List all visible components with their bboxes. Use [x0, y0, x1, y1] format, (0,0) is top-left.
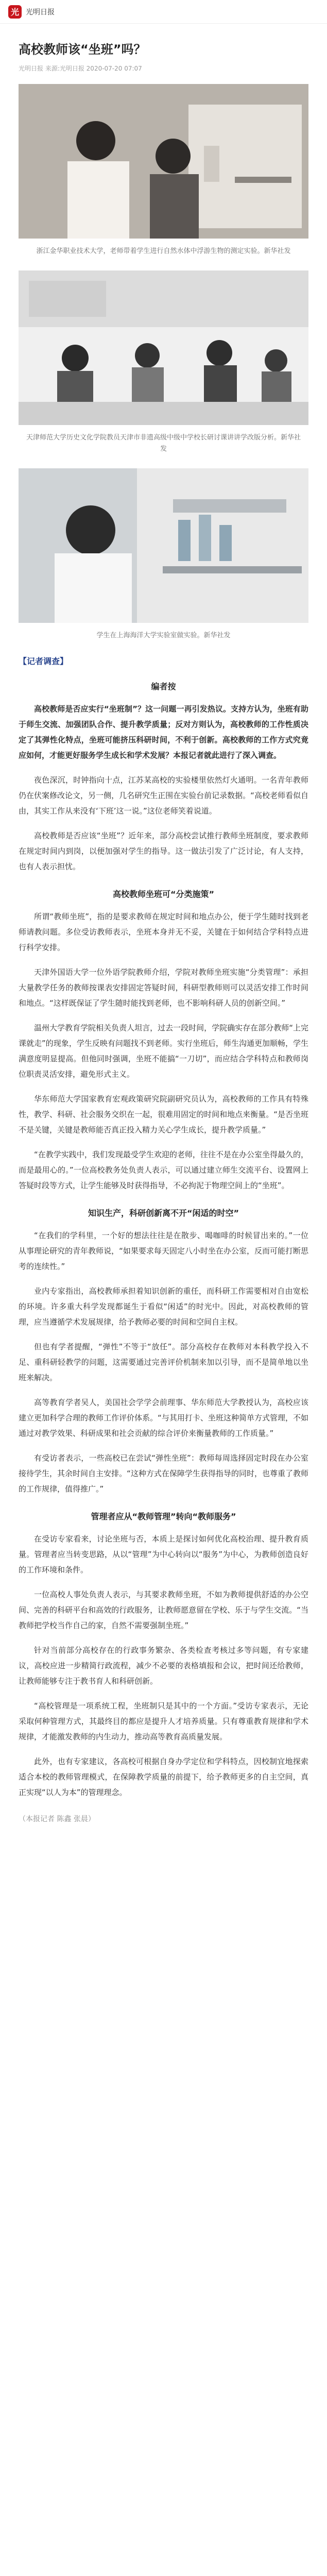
photo-3 — [19, 468, 308, 623]
section-label: 【记者调查】 — [19, 656, 68, 666]
paragraph: 高等教育学者吴人，美国社会学学会前理事、华东师范大学教授认为，高校应该建立更加科学合理的教师工作评价体系。“与其用打卡、坐班这种简单方式管理，不如通过对教学效果、科研成果和社会贡献的综合评价来衡量教师的工作质量。” — [19, 1398, 308, 1438]
subheading-3: 管理者应从“教师管理”转向“教师服务” — [91, 1512, 236, 1521]
subheading-1: 高校教师坐班可“分类施策” — [112, 889, 215, 899]
paragraph: “在教学实践中，我们发现最受学生欢迎的老师，往往不是在办公室坐得最久的，而是最用心的。”一位高校教务处负责人表示，可以通过建立师生交流平台、设置网上答疑时段等方式，让学生能够及时获得指导，不必拘泥于物理空间上的“坐班”。 — [19, 1150, 308, 1190]
paragraph: 所谓“教师坐班”，指的是要求教师在规定时间和地点办公，便于学生随时找到老师请教问题。多位受访教师表示，坐班本身并无不妥，关键在于如何结合学科特点进行科学安排。 — [19, 912, 308, 952]
paragraph: 温州大学教育学院相关负责人坦言，过去一段时间，学院确实存在部分教师“上完课就走”的现象，学生反映有问题找不到老师。实行坐班后，师生沟通更加顺畅，学生满意度明显提高。但他同时强调，坐班不能搞“一刀切”，而应结合学科特点和教师岗位职责灵活安排，避免形式主义。 — [19, 1023, 308, 1079]
paragraph: 夜色深沉，时钟指向十点，江苏某高校的实验楼里依然灯火通明。一名青年教师仍在伏案修改论文，另一侧，几名研究生正围在实验台前记录数据。“高校老师看似自由，其实工作从来没有‘下班’这一说。”这位老师笑着说道。 — [19, 775, 308, 816]
editor-note-paragraph: 高校教师是否应实行“坐班制”？这一问题一再引发热议。支持方认为，坐班有助于师生交流、加强团队合作、提升教学质量；反对方则认为，高校教师的工作性质决定了其弹性化特点，坐班可能挤压科研时间，不利于创新。高校教师的工作方式究竟应如何，才能更好服务学生成长和学术发展？本报记者就此进行了深入调查。 — [19, 704, 308, 760]
paragraph: “高校管理是一项系统工程，坐班制只是其中的一个方面。”受访专家表示，无论采取何种管理方式，其最终目的都应是提升人才培养质量。只有尊重教育规律和学术规律，才能激发教师的内生动力，推动高等教育高质量发展。 — [19, 1701, 308, 1741]
paragraph: 在受访专家看来，讨论坐班与否，本质上是探讨如何优化高校治理、提升教育质量。管理者应当转变思路，从以“管理”为中心转向以“服务”为中心，为教师创造良好的工作环境和条件。 — [19, 1534, 308, 1574]
article-body — [0, 24, 327, 1834]
site-logo[interactable]: 光 — [8, 5, 22, 19]
photo-1-image — [19, 84, 308, 239]
editor-note-heading: 编者按 — [151, 682, 176, 691]
photo-3-image — [19, 468, 308, 623]
paragraph: 高校教师是否应该“坐班”？近年来，部分高校尝试推行教师坐班制度，要求教师在规定时间内到岗，以便加强对学生的指导。这一做法引发了广泛讨论，有人支持，也有人表示担忧。 — [19, 831, 308, 871]
paragraph: 业内专家指出，高校教师承担着知识创新的重任，而科研工作需要相对自由宽松的环境。许多重大科学发现都诞生于看似“闲适”的时光中。因此，对高校教师的管理，应当遵循学术发展规律，给予教师必要的时间和空间自主权。 — [19, 1286, 308, 1327]
photo-2-caption: 天津师范大学历史文化学院教员天津市非遗高级中级中学校长研讨课讲讲学改版分析。新华社发 — [26, 434, 301, 453]
paragraph: 天津外国语大学一位外语学院教师介绍，学院对教师坐班实施“分类管理”：承担大量教学任务的教师按课表安排固定答疑时间，科研型教师则可以灵活安排工作时间和地点。“这样既保证了学生随时能找到老师，也不影响科研人员的创新空间。” — [19, 968, 308, 1008]
site-header — [0, 0, 327, 24]
paragraph: 此外，也有专家建议，各高校可根据自身办学定位和学科特点，因校制宜地探索适合本校的教师管理模式，在保障教学质量的前提下，给予教师更多的自主空间，真正实现“以人为本”的管理理念。 — [19, 1757, 308, 1797]
photo-3-caption: 学生在上海海洋大学实验室做实验。新华社发 — [96, 632, 231, 639]
reporter-credit: （本报记者 陈鑫 张晨） — [19, 1815, 95, 1823]
photo-1-caption: 浙江金华职业技术大学，老师带着学生进行自然水体中浮游生物的测定实验。新华社发 — [36, 247, 291, 255]
photo-2 — [19, 270, 308, 425]
photo-2-image — [19, 270, 308, 425]
article-title: 高校教师该“坐班”吗？ — [19, 42, 146, 57]
article-meta: 光明日报 来源:光明日报 2020-07-20 07:07 — [19, 65, 142, 72]
paragraph: “在我们的学科里，一个好的想法往往是在散步、喝咖啡的时候冒出来的。”一位从事理论研究的青年教师说，“如果要求每天固定八小时坐在办公室，反而可能打断思考的连续性。” — [19, 1231, 308, 1271]
paragraph: 但也有学者提醒，“弹性”不等于“放任”。部分高校存在教师对本科教学投入不足、重科研轻教学的问题，这需要通过完善评价机制来加以引导，而不是简单地以坐班来解决。 — [19, 1342, 308, 1382]
photo-1 — [19, 84, 308, 239]
paragraph: 华东师范大学国家教育宏观政策研究院副研究员认为，高校教师的工作具有特殊性，教学、科研、社会服务交织在一起，很难用固定的时间和地点来衡量。“是否坐班不是关键，关键是教师能否真正投入精力关心学生成长，提升教学质量。” — [19, 1094, 308, 1134]
paragraph: 针对当前部分高校存在的行政事务繁杂、各类检查考核过多等问题，有专家建议，高校应进一步精简行政流程，减少不必要的表格填报和会议，把时间还给教师，让教师能够专注于教书育人和科研创新。 — [19, 1646, 308, 1686]
paragraph: 有受访者表示，一些高校已在尝试“弹性坐班”：教师每周选择固定时段在办公室接待学生，其余时间自主安排。“这种方式在保障学生获得指导的同时，也尊重了教师的工作规律，值得推广。” — [19, 1453, 308, 1494]
subheading-2: 知识生产，科研创新离不开“闲适的时空” — [88, 1208, 239, 1218]
paragraph: 一位高校人事处负责人表示，与其要求教师坐班，不如为教师提供舒适的办公空间、完善的科研平台和高效的行政服务，让教师愿意留在学校、乐于与学生交流。“当教师把学校当作自己的家，自然不需要强制坐班。” — [19, 1590, 308, 1630]
site-brand[interactable]: 光明日报 — [26, 8, 55, 16]
